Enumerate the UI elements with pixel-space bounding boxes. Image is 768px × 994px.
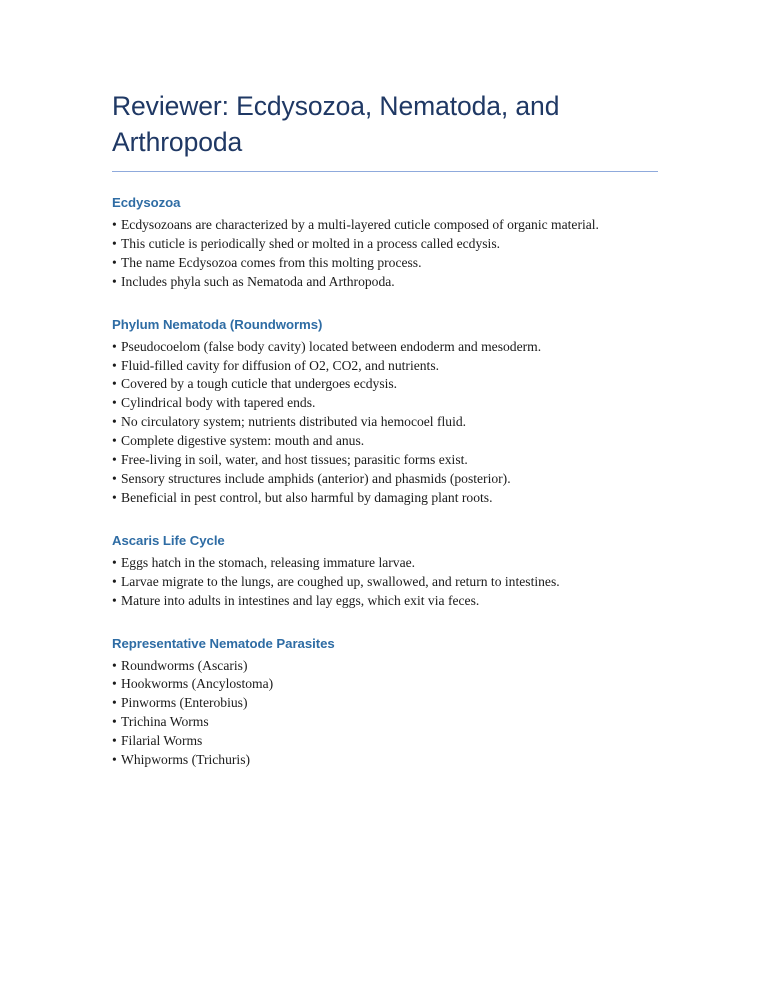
- bullet-point-icon: •: [112, 217, 117, 232]
- bullet-item: [112, 694, 658, 713]
- bullet-point-icon: •: [112, 752, 117, 768]
- bullet-item: [112, 675, 658, 694]
- bullet-item: [112, 592, 658, 611]
- bullet-text: Mature into adults in intestines and lay eggs, which exit via feces.: [121, 592, 480, 608]
- bullet-point-icon: •: [112, 695, 117, 711]
- bullet-item: [112, 470, 658, 489]
- bullet-point-icon: •: [112, 489, 117, 505]
- bullet-text: This cuticle is periodically shed or molted in a process called ecdysis.: [121, 235, 501, 251]
- bullet-point-icon: •: [112, 657, 117, 673]
- bullet-point-icon: •: [112, 254, 117, 270]
- bullet-point-icon: •: [112, 338, 117, 354]
- bullet-item: [112, 273, 658, 292]
- bullet-text: Larvae migrate to the lungs, are coughed up, swallowed, and return to intestines.: [121, 573, 560, 589]
- content-section: [112, 195, 658, 292]
- bullet-point-icon: •: [112, 733, 117, 749]
- bullet-item: [112, 657, 658, 676]
- bullet-point-icon: •: [112, 433, 117, 449]
- bullet-item: [112, 216, 658, 235]
- bullet-item: [112, 394, 658, 413]
- bullet-text: Whipworms (Trichuris): [121, 752, 251, 768]
- bullet-list: [112, 216, 658, 292]
- bullet-point-icon: •: [112, 235, 117, 251]
- bullet-point-icon: •: [112, 273, 117, 289]
- bullet-item: [112, 573, 658, 592]
- bullet-text: Complete digestive system: mouth and anus.: [121, 433, 365, 449]
- bullet-list: [112, 657, 658, 770]
- section-heading: Representative Nematode Parasites: [112, 635, 335, 651]
- section-heading: Ascaris Life Cycle: [112, 532, 225, 548]
- bullet-item: [112, 554, 658, 573]
- title-divider: [112, 171, 658, 172]
- bullet-text: Cylindrical body with tapered ends.: [121, 395, 316, 411]
- bullet-point-icon: •: [112, 714, 117, 730]
- bullet-item: [112, 489, 658, 508]
- bullet-text: Roundworms (Ascaris): [121, 657, 248, 673]
- page-title: Reviewer: Ecdysozoa, Nematoda, and Arthropoda: [112, 91, 560, 157]
- bullet-item: [112, 413, 658, 432]
- bullet-point-icon: •: [112, 573, 117, 589]
- bullet-text: Filarial Worms: [121, 733, 203, 749]
- bullet-text: Covered by a tough cuticle that undergoes ecdysis.: [121, 376, 398, 392]
- bullet-text: Pseudocoelom (false body cavity) located between endoderm and mesoderm.: [121, 338, 542, 354]
- bullet-point-icon: •: [112, 676, 117, 692]
- bullet-item: [112, 451, 658, 470]
- bullet-item: [112, 235, 658, 254]
- bullet-text: Free-living in soil, water, and host tissues; parasitic forms exist.: [121, 452, 468, 468]
- bullet-point-icon: •: [112, 357, 117, 373]
- bullet-point-icon: •: [112, 376, 117, 392]
- content-section: [112, 533, 658, 611]
- bullet-text: The name Ecdysozoa comes from this molting process.: [121, 254, 422, 270]
- bullet-item: [112, 432, 658, 451]
- bullet-item: [112, 713, 658, 732]
- bullet-item: [112, 732, 658, 751]
- bullet-item: [112, 375, 658, 394]
- bullet-point-icon: •: [112, 452, 117, 468]
- bullet-text: Pinworms (Enterobius): [121, 695, 248, 711]
- bullet-point-icon: •: [112, 395, 117, 411]
- bullet-text: No circulatory system; nutrients distributed via hemocoel fluid.: [121, 414, 467, 430]
- bullet-point-icon: •: [112, 592, 117, 608]
- bullet-text: Trichina Worms: [121, 714, 209, 730]
- bullet-text: Includes phyla such as Nematoda and Arthropoda.: [121, 273, 395, 289]
- bullet-text: Ecdysozoans are characterized by a multi-layered cuticle composed of organic material.: [121, 217, 599, 232]
- bullet-text: Beneficial in pest control, but also harmful by damaging plant roots.: [121, 489, 493, 505]
- bullet-text: Sensory structures include amphids (anterior) and phasmids (posterior).: [121, 470, 511, 486]
- bullet-list: [112, 338, 658, 508]
- bullet-item: [112, 254, 658, 273]
- content-section: [112, 636, 658, 770]
- bullet-list: [112, 554, 658, 611]
- bullet-text: Fluid-filled cavity for diffusion of O2, CO2, and nutrients.: [121, 357, 440, 373]
- bullet-item: [112, 751, 658, 770]
- section-heading: Ecdysozoa: [112, 195, 181, 210]
- bullet-point-icon: •: [112, 470, 117, 486]
- content-section: [112, 317, 658, 508]
- document-body: [112, 195, 658, 770]
- bullet-item: [112, 357, 658, 376]
- bullet-point-icon: •: [112, 414, 117, 430]
- bullet-point-icon: •: [112, 554, 117, 570]
- bullet-text: Hookworms (Ancylostoma): [121, 676, 274, 692]
- bullet-text: Eggs hatch in the stomach, releasing immature larvae.: [121, 554, 416, 570]
- bullet-item: [112, 338, 658, 357]
- section-heading: Phylum Nematoda (Roundworms): [112, 316, 323, 332]
